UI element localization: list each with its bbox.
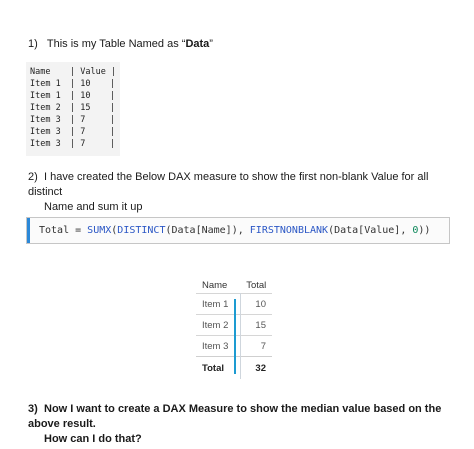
total-row: Total 32: [196, 357, 272, 380]
raw-table-row: Item 3 | 7 |: [30, 127, 116, 137]
table-row: Item 3 7: [196, 336, 272, 357]
step-2-text: 2) I have created the Below DAX measure to show the first non-blank Value for all distinct Name and sum it up: [28, 171, 429, 213]
formula-gutter: [27, 218, 30, 243]
column-accent-line: [234, 299, 236, 374]
step-1-heading: 1) This is my Table Named as “Data”: [28, 38, 213, 50]
raw-table-row: Item 1 | 10 |: [30, 91, 116, 101]
raw-table-row: Item 2 | 15 |: [30, 103, 116, 113]
step-3-question: 3) Now I want to create a DAX Measure to show the median value based on the above result. How can I do that?: [28, 403, 442, 445]
table-row: Item 1 10: [196, 294, 272, 315]
raw-table-row: Item 3 | 7 |: [30, 139, 116, 149]
raw-table-header: Name | Value |: [30, 67, 117, 77]
raw-table-row: Item 3 | 7 |: [30, 115, 116, 125]
dax-formula-bar: Total = SUMX(DISTINCT(Data[Name]), FIRSTNONBLANK(Data[Value], 0)): [26, 217, 450, 244]
column-header-total: Total: [246, 279, 267, 291]
table-row: Item 2 15: [196, 315, 272, 336]
column-header-name: Name: [202, 279, 228, 291]
result-table: [196, 277, 272, 379]
raw-table-row: Item 1 | 10 |: [30, 79, 116, 89]
raw-data-table: [26, 62, 120, 156]
